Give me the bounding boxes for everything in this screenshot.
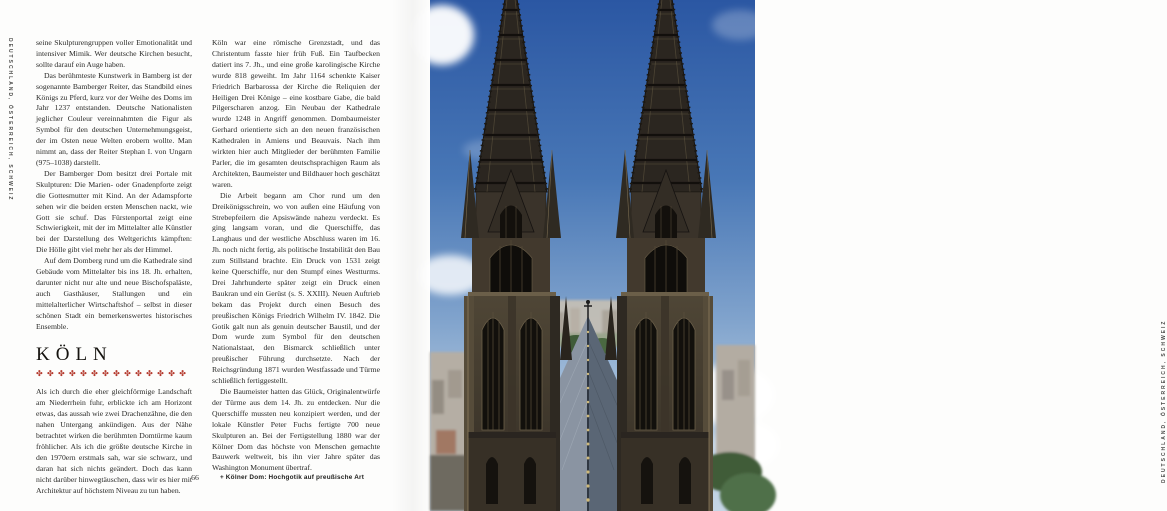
body-paragraph: Als ich durch die eher gleichförmige Landschaft am Niederrhein fuhr, erblickte ich am Horizont etwas, das aussah wie zwei Drachenzähne, die den nahen Untergang ankündigen. Aus der Nähe betrachtet wirken die berühmten Domtürme kaum fröhlicher. Als ich die größte deutsche Kirche in den 1970ern erstmals sah, war sie schwarz, und daran hat sich nichts geändert. Doch das kann nicht darüber hinwegtäuschen, dass wir es hier mit Architektur auf höchstem Niveau zu tun haben. — [36, 387, 192, 495]
body-paragraph: Köln war eine römische Grenzstadt, und das Christentum fasste hier früh Fuß. Ein Taufbecken datiert ins 7. Jh., und eine große karolingische Kirche wurde 818 geweiht. Im Jahr 1164 schenkte Kaiser Friedrich Barbarossa der Kirche die Reliquien der Heiligen Drei Könige – eine kostbare Gabe, die bald Pilgerscharen anzog. Ein Neubau der Kathedrale wurde 1248 in Angriff genommen. Dombaumeister Gerhard orientierte sich an den neuen französischen Kathedralen in Amiens und Beauvais. Nach ihm wirkten hier auch Mitglieder der berühmten Familie Parler, die im gesamten deutschsprachigen Raum als Architekten, Baumeister und Bildhauer hoch geschätzt waren. — [212, 38, 380, 189]
text-column-2 — [212, 38, 380, 500]
body-paragraph: Die Arbeit begann am Chor rund um den Dreikönigsschrein, wo von außen eine Häufung von Strebepfeilern die Apsiswände nahezu verdeckt. Es ging langsam voran, und die Querschiffe, das Langhaus und der westliche Abschluss waren im 16. Jh. noch nicht fertig, als politische Instabilität den Bau zum Stillstand brachte. Ein Druck von 1531 zeigt keine Querschiffe, nur den Stumpf eines Westturms. Drei Jahrhunderte später zeigt ein Druck einen Baukran und ein Gerüst (s. S. XXIII). Neuen Auftrieb bekam das Projekt durch einen Besuch des preußischen Königs Friedrich Wilhelm IV. 1842. Die Gotik galt nun als genuin deutscher Baustil, und der Dom wurde zum Symbol für den deutschen Nationalstaat, den Bismarck schließlich unter preußischer Führung durchsetzte. Nach der Reichsgründung 1871 wurden Westfassade und Türme schließlich fertiggestellt. — [212, 190, 380, 386]
photo-caption: + Kölner Dom: Hochgotik auf preußische Art — [220, 474, 365, 482]
cross-ornament-row — [36, 369, 186, 378]
cross-ornament-icon: ✤ — [47, 369, 54, 379]
right-page — [400, 0, 1167, 511]
cathedral-photo — [430, 0, 755, 511]
cross-ornament-icon: ✤ — [58, 369, 65, 379]
cross-ornament-icon: ✤ — [69, 369, 76, 379]
cross-ornament-icon: ✤ — [135, 369, 142, 379]
text-column-1 — [36, 38, 192, 500]
body-paragraph: Der Bamberger Dom besitzt drei Portale mit Skulpturen: Die Marien- oder Gnadenpforte zeigt die Gottesmutter mit Kind. An der Adamspforte sehen wir die beiden ersten Menschen nackt, wie Gott sie schuf. Das Fürstenportal zeigt eine Schwierigkeit, mit der im Mittelalter alle Künstler bei der Darstellung des Weltgerichts kämpften: Die Hölle gibt viel mehr her als der Himmel. — [36, 168, 192, 255]
section-heading-koeln: KÖLN — [36, 344, 113, 366]
body-paragraph: seine Skulpturengruppen voller Emotionalität und intensiver Mimik. Wer deutsche Kirchen besucht, sollte darauf ein Auge haben. — [36, 38, 192, 69]
left-page — [0, 0, 400, 511]
cross-ornament-icon: ✤ — [91, 369, 98, 379]
body-paragraph: Die Baumeister hatten das Glück, Originalentwürfe der Türme aus dem 14. Jh. zu entdecken. Nur die Querschiffe mussten neu konzipiert werden, und der lokale Künstler Peter Fuchs fertigte 700 neue Skulpturen an. Bei der Fertigstellung 1880 war der Kölner Dom das höchste von Menschen gemachte Bauwerk weltweit, bis ihn vier Jahre später das Washington Monument übertraf. — [212, 387, 380, 473]
cross-ornament-icon: ✤ — [102, 369, 109, 379]
cross-ornament-icon: ✤ — [124, 369, 131, 379]
page-number: 66 — [191, 473, 199, 482]
cross-ornament-icon: ✤ — [146, 369, 153, 379]
cross-ornament-icon: ✤ — [80, 369, 87, 379]
body-paragraph: Auf dem Domberg rund um die Kathedrale sind Gebäude vom Mittelalter bis ins 18. Jh. erhalten, darunter nicht nur alte und neue Bischofspaläste, auch Gasthäuser, Stallungen und ein mittelalterlicher Wirtschaftshof – selbst in dieser schönen Stadt ein bemerkenswertes historisches Ensemble. — [36, 256, 192, 331]
left-margin-vertical-label: DEUTSCHLAND, ÖSTERREICH, SCHWEIZ — [7, 38, 13, 202]
body-paragraph: Das berühmteste Kunstwerk in Bamberg ist der sogenannte Bamberger Reiter, das Standbild eines Königs zu Pferd, kurz vor der Weihe des Doms im Jahr 1237 entstanden. Deutsche Nationalisten jeglicher Couleur vereinnahmten die Figur als Symbol für den deutschen Unternehmungsgeist, der im Osten neue Welten erobern wollte. Man nimmt an, dass der Reiter Stephan I. von Ungarn (975–1038) darstellt. — [36, 70, 192, 167]
cross-ornament-icon: ✤ — [157, 369, 164, 379]
cross-ornament-icon: ✤ — [113, 369, 120, 379]
right-margin-vertical-label: DEUTSCHLAND, ÖSTERREICH, SCHWEIZ — [1161, 319, 1167, 483]
cross-ornament-icon: ✤ — [168, 369, 175, 379]
cross-ornament-icon: ✤ — [36, 369, 43, 379]
cross-ornament-icon: ✤ — [179, 369, 186, 379]
